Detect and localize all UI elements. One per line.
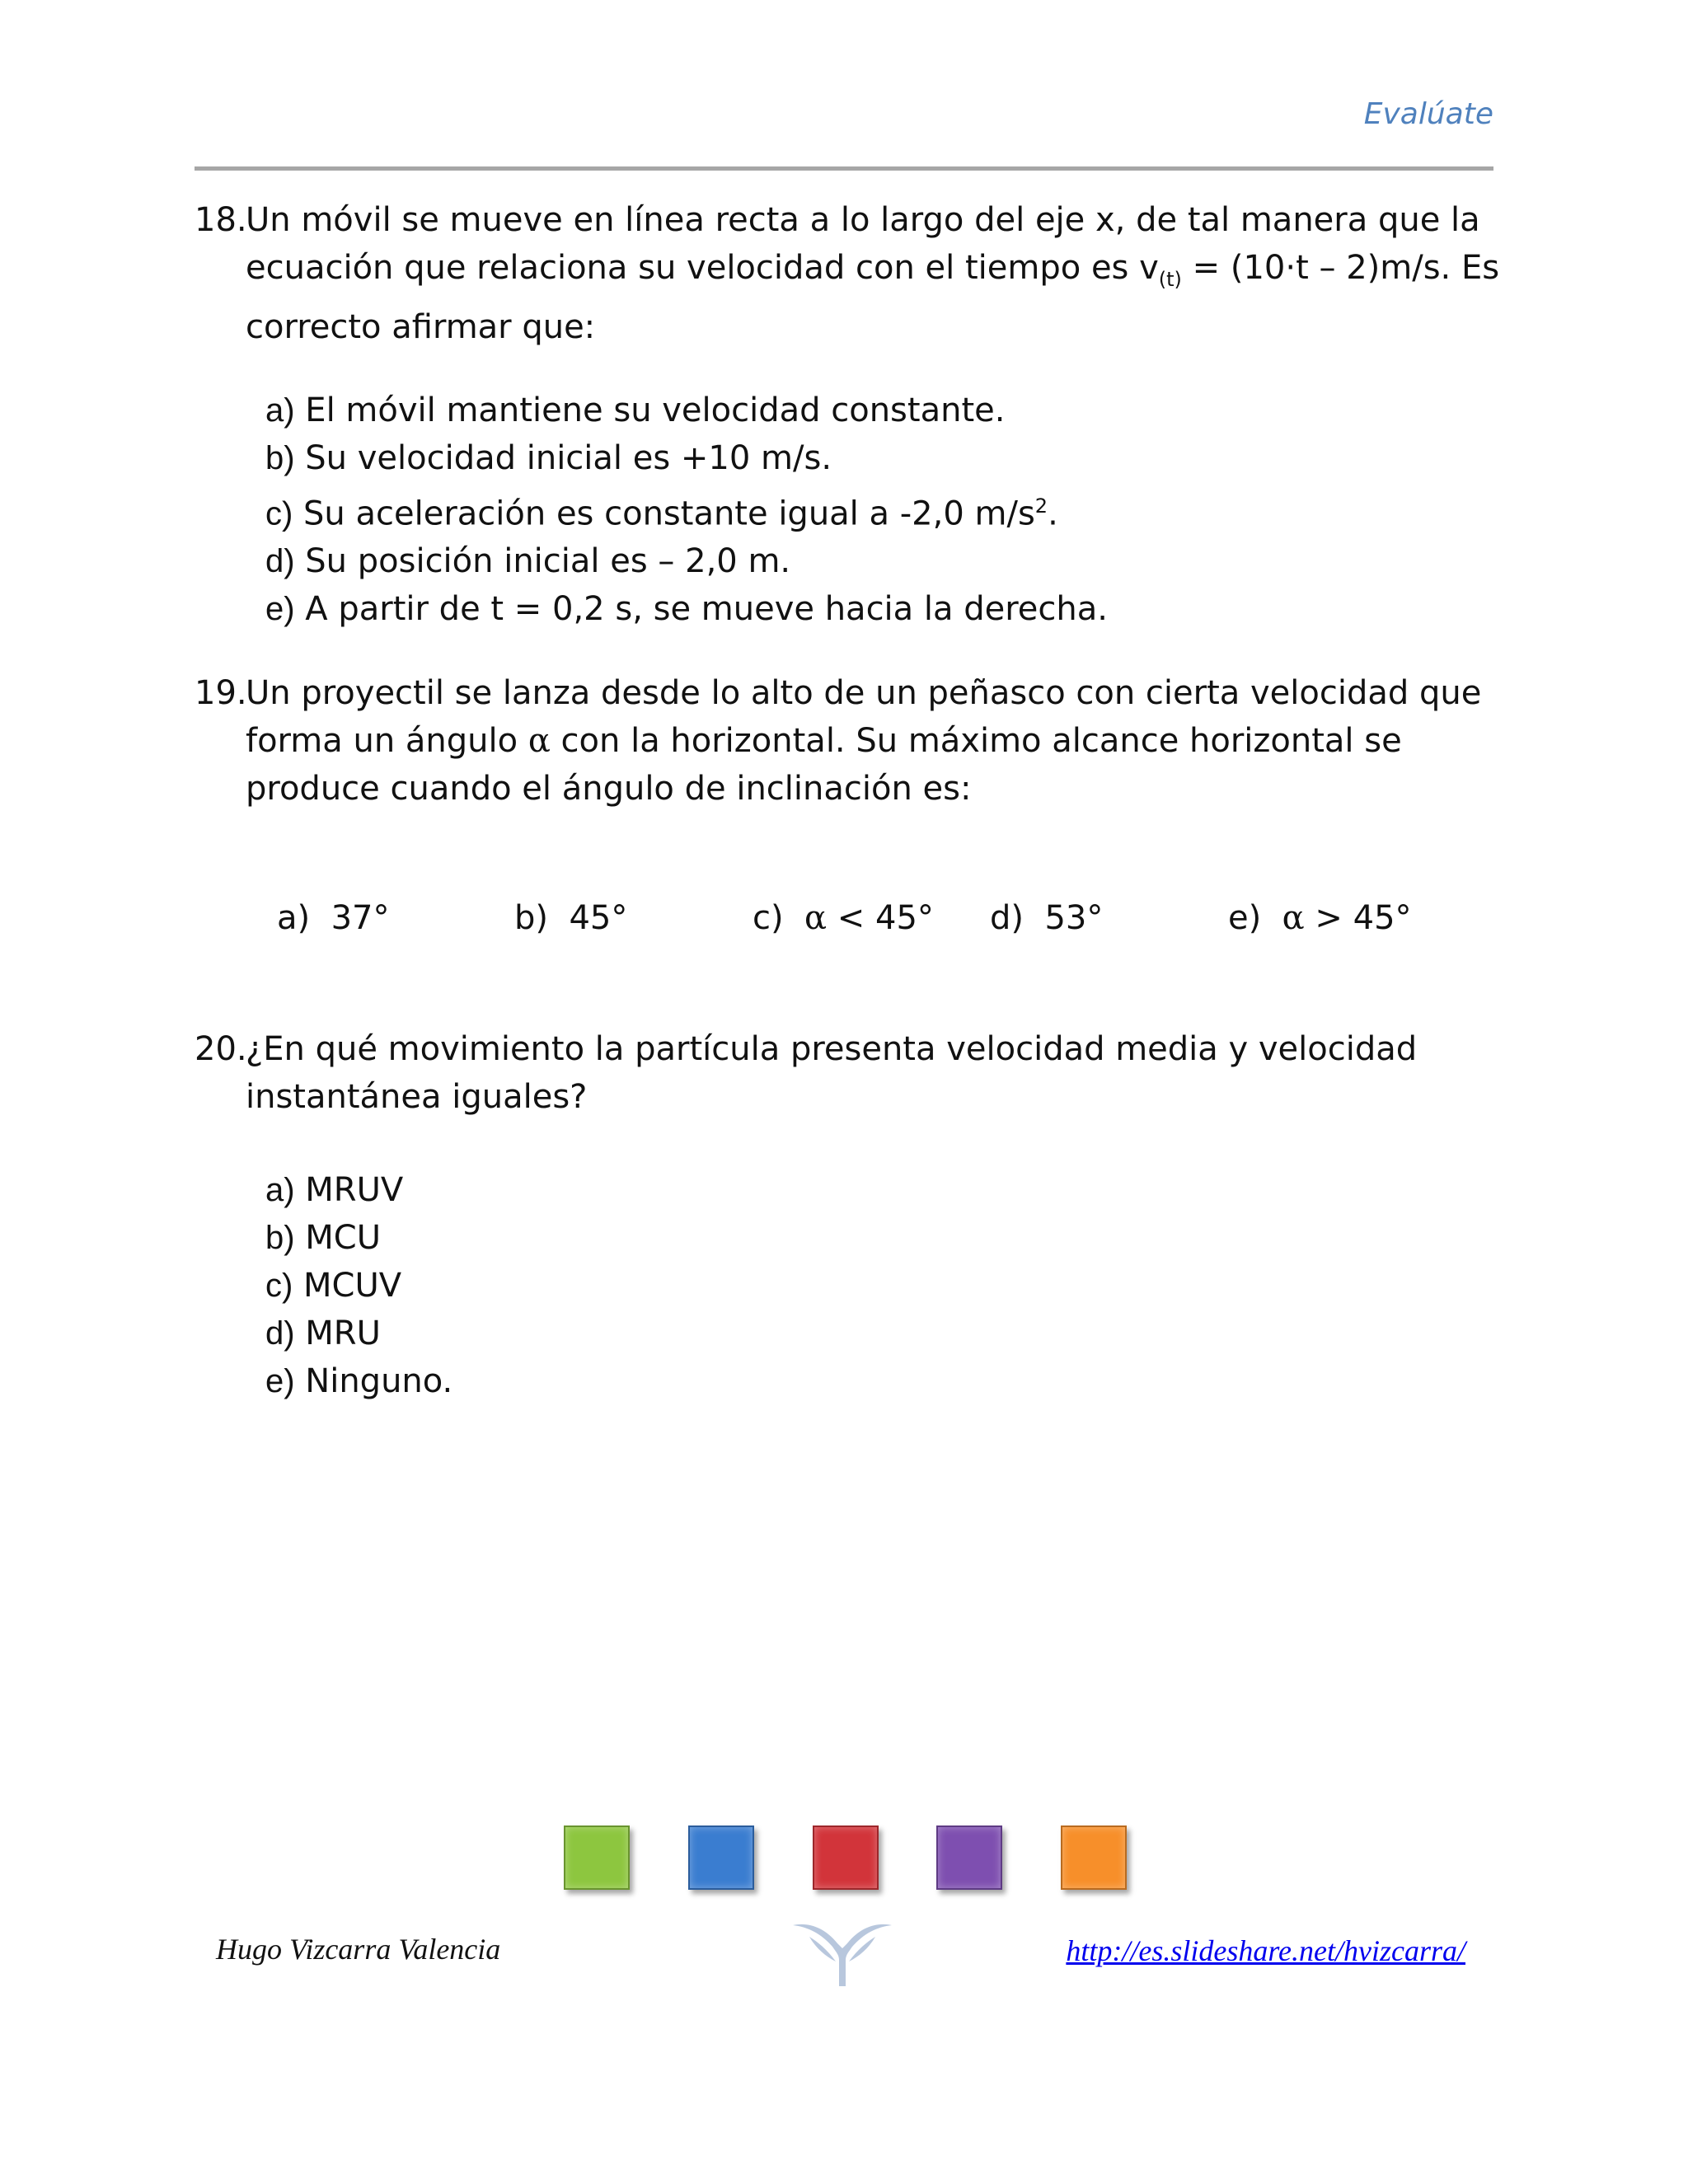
question-text: ¿En qué movimiento la partícula presenta velocidad media y velocidad instantánea iguales?: [246, 1030, 1418, 1116]
footer-author: Hugo Vizcarra Valencia: [216, 1933, 501, 1966]
stylized-tree-icon: [791, 1919, 893, 1986]
option-c: c) MCUV: [265, 1267, 402, 1305]
decorative-squares: [0, 1825, 1688, 1891]
option-d: d) MRU: [265, 1315, 381, 1352]
question-number: 18.: [195, 201, 247, 239]
red-square: [813, 1825, 879, 1890]
footer-link[interactable]: http://es.slideshare.net/hvizcarra/: [1066, 1934, 1465, 1967]
option-a: a) El móvil mantiene su velocidad constante.: [265, 391, 1006, 429]
option-b: b) 45°: [514, 899, 628, 937]
question-text: Un proyectil se lanza desde lo alto de un peñasco con cierta velocidad que forma un ángulo α con la horizontal. Su máximo alcance horizontal se produce cuando el ángulo de inclinación es:: [246, 674, 1482, 808]
question-number: 19.: [195, 674, 247, 712]
option-d: d) Su posición inicial es – 2,0 m.: [265, 542, 791, 581]
option-b: b) MCU: [265, 1219, 382, 1257]
question-number: 20.: [195, 1030, 247, 1068]
option-d: d) 53°: [990, 899, 1104, 937]
option-a: a) 37°: [277, 899, 390, 937]
option-c: c) α < 45°: [753, 899, 934, 937]
green-square: [564, 1825, 630, 1890]
question-18-options: [265, 387, 1108, 633]
question-20: [195, 1025, 1513, 1121]
option-e: e) Ninguno.: [265, 1362, 453, 1400]
option-b: b) Su velocidad inicial es +10 m/s.: [265, 439, 832, 477]
question-18: [195, 196, 1513, 351]
option-e: e) A partir de t = 0,2 s, se mueve hacia la derecha.: [265, 590, 1108, 629]
purple-square: [936, 1825, 1002, 1890]
question-19: [195, 669, 1513, 813]
question-text: Un móvil se mueve en línea recta a lo largo del eje x, de tal manera que la ecuación que relaciona su velocidad con el tiempo es $v_{(t)} = (10\cdot t - 2)m/s$. Es correcto afirmar que:: [246, 201, 1500, 346]
header-divider: [195, 166, 1493, 171]
orange-square: [1061, 1825, 1127, 1890]
option-e: e) α > 45°: [1228, 899, 1412, 937]
option-a: a) MRUV: [265, 1171, 404, 1209]
header-title: Evalúate: [1363, 97, 1493, 131]
blue-square: [688, 1825, 754, 1890]
option-c: c) Su aceleración es constante igual a -2,0 $m/s^2$.: [265, 494, 1058, 533]
question-20-options: [265, 1166, 452, 1405]
